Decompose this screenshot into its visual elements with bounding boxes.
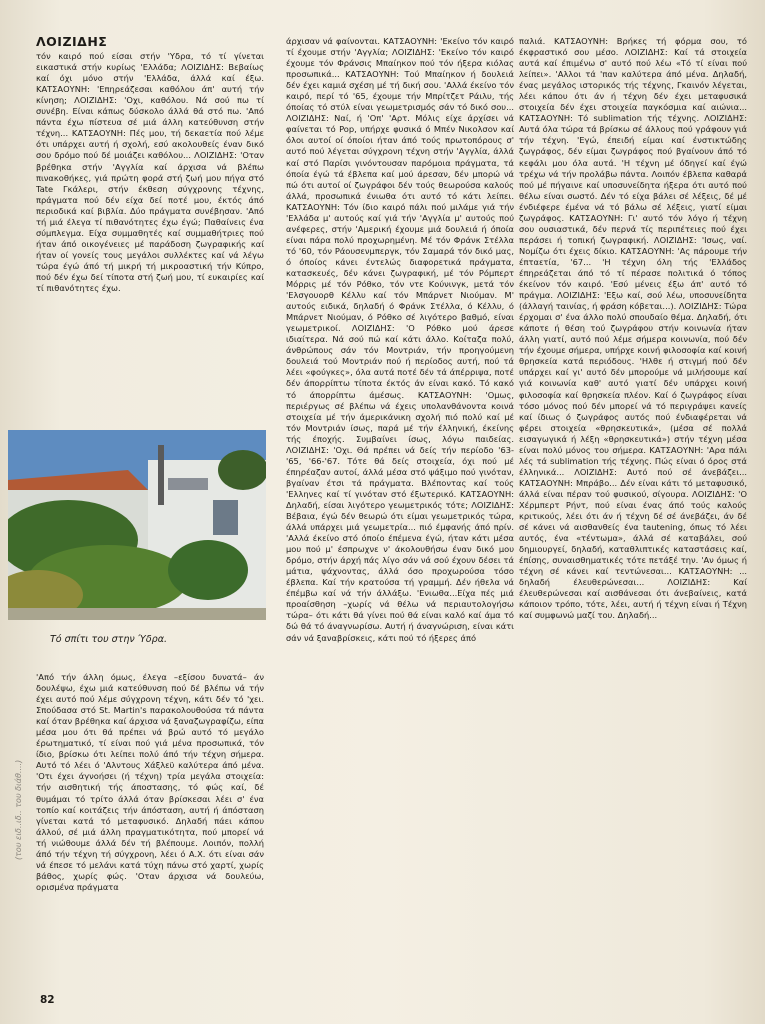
column-2 bbox=[286, 36, 514, 996]
handwritten-margin-note: (του ειδ..ιδ.. του διάθ....) bbox=[14, 759, 23, 860]
article-heading: ΛΟΙΖΙΔΗΣ bbox=[36, 36, 108, 49]
column-1-top bbox=[36, 36, 264, 426]
photo-caption: Τό σπίτι του στην Ύδρα. bbox=[50, 634, 167, 645]
page-number: 82 bbox=[40, 994, 55, 1006]
column-3-text: παλιά. ΚΑΤΣΑΟΥΝΗ: Βρήκες τή φόρμα σου, τό έκφραστικό σου μέσο. ΛΟΙΖΙΔΗΣ: Καί τά στοιχεία αυτά καί έπιμένω σ' αυτό πού λέω «Τό τί είναι πού λείπει». 'Αλλοι τά 'παν καλύτερα άπό μένα. Δηλαδή, ένας μεγάλος ιστορικός τής τέχνης, Γκαινόν λέγεται, λέει κάπου ότι άν ή τέχνη δέν έχει μεταφυσικά στοιχεία δέν έχει στοιχεία παγκόσμια καί αιώνια... ΚΑΤΣΑΟΥΝΗ: Τό sublimation τής τέχνης. ΛΟΙΖΙΔΗΣ: Αυτά όλα τώρα τά βρίσκω σέ άλλους πού γράφουν γιά τήν τέχνη. 'Εγώ, έπειδή είμαι καί ένστικτώδης ζωγράφος, δέν είμαι ζωγράφος πού βγαίνουν άπό τό κεφάλι μου όλα αυτά. 'Η τέχνη μέ όδηγεί καί έγώ τρέχω νά τήν προλάβω πάντα. Λοιπόν έβλεπα καθαρά πού μέ πήγαινε καί υποσυνείδητα ήξερα ότι αυτό πού θέλω είναι σωστό. Δέν τό είχα βάλει σέ λέξεις, δέ μέ ένδιέφερε έμένα νά τό βάλω σέ λέξεις, γιατί είμαι ζωγράφος. ΚΑΤΣΑΟΥΝΗ: Γι' αυτό τόν λόγο ή τέχνη σου ουσιαστικά, δέν περνά τίς περιπέτειες πού έχει περάσει ή τοπική ζωγραφική. ΛΟΙΖΙΔΗΣ: 'Ισως, ναί. Νομίζω ότι έχεις δίκιο. ΚΑΤΣΑΟΥΝΗ: 'Ας πάρουμε τήν έπταετία, '67... 'Η τέχνη όλη τής 'Ελλάδος έπηρεάζεται άπό τό τί πέρασε πολιτικά ό τόπος έκείνον τόν καιρό. 'Εσύ μένεις έξω άπ' αυτό τό πράγμα. ΛΟΙΖΙΔΗΣ: 'Εξω καί, σού λέω, υποσυνείδητα (άλλαγή ταινίας, ή φράση κόβεται...). ΛΟΙΖΙΔΗΣ: Τώρα έρχομαι σ' ένα άλλο πολύ σπουδαίο θέμα. Δηλαδή, ότι κάποτε ή θέση τού ζωγράφου στήν κοινωνία ήταν άλλη γιατί, αυτό πού λέμε σήμερα κοινωνία, πού δέν τήν έχουμε σήμερα, υπήρχε κοινή φιλοσοφία καί κοινή θρησκεία κατά περιόδους. 'Ηλθε ή στιγμή πού δέν υπάρχει καί γι' αυτό δέν μπορούμε νά μιλήσουμε καί γιά κοινωνία καθ' αυτό γιατί δέν υπάρχει κοινή φιλοσοφία καί θρησκεία πλέον. Καί ό ζωγράφος είναι τόσο μόνος πού δέν μπορεί νά τό περιγράψει κανείς καί ίδιως ό ζωγράφος αυτός πού ένδιαφέρεται νά φέρει στοιχεία «θρησκευτικά», (μέσα σέ πολλά εισαγωγικά ή λέξη «θρησκευτικά») στήν τέχνη μέσα είναι πολύ μόνος του σήμερα. ΚΑΤΣΑΟΥΝΗ: 'Αρα πάλι λές τά sublimation τής τέχνης. Πώς είναι ό όρος στά έλληνικά... ΛΟΙΖΙΔΗΣ: Αυτό πού σέ άνεβάζει... ΚΑΤΣΑΟΥΝΗ: Μπράβο... Δέν είναι κάτι τό μεταφυσικό, άλλά είναι πέραν τού φυσικού, σίγουρα. ΛΟΙΖΙΔΗΣ: 'Ο Χέρμπερτ Ρήντ, πού είναι ένας άπό τούς καλούς κριτικούς, λέει ότι άν ή τέχνη δέ σέ άνεβάζει, άν δέ σέ κάνει νά αισθανθείς ένα tautening, όπως τό λέει αυτός, ένα «τέντωμα», άλλά σέ καταβάλει, σού δημιουργεί, δηλαδή, καταθλιπτικές καταστάσεις καί, έπίσης, συναισθηματικές τότε πετάξέ την. 'Αν όμως ή τέχνη σέ κάνει καί τεντώνεσαι... ΚΑΤΣΑΟΥΝΗ: ... δηλαδή έλευθερώνεσαι... ΛΟΙΖΙΔΗΣ: Καί έλευθερώνεσαι καί αισθάνεσαι ότι άνεβαίνεις, κατά κάποιον τρόπο, τότε, λέει, αυτή ή τέχνη είναι ή Τέχνη καί συμφωνώ μαζί του. Δηλαδή... bbox=[519, 36, 747, 621]
column-1-top-text: τόν καιρό πού είσαι στήν 'Υδρα, τό τί γίνεται εικαστικά στήν κυρίως 'Ελλάδα; ΛΟΙΖΙΔΗΣ: Βεβαίως καί όχι μόνο στήν 'Ελλάδα, άλλά καί έξω. ΚΑΤΣΑΟΥΝΗ: 'Επηρεάζεσαι καθόλου άπ' αυτή τήν κίνηση; ΛΟΙΖΙΔΗΣ: 'Οχι, καθόλου. Νά σού πω τί συνέβη. Είναι κάπως δύσκολο άλλά θά στό πω. 'Από πάντα έχω πίστευα σέ μιά άλλη κατεύθυνση στήν τέχνη... ΚΑΤΣΑΟΥΝΗ: Πές μου, τή δεκαετία πού λέμε ότι υπάρχει αυτή ή σχολή, εσύ ακολουθείς έναν δικό σου δρόμο πού δέ μοιάζει καθόλου... ΛΟΙΖΙΔΗΣ: 'Οταν βρέθηκα στήν 'Αγγλία καί άρχισα νά βλέπω πινακοθήκες, γιά πρώτη φορά στή ζωή μου πήγα στό Tate Γκάλερι, στήν έκθεση σύγχρονης τέχνης, πράγματα πού δέν είχα δεί ποτέ μου, έκτός άπό περιοδικά καί βιβλία. Δύο πράγματα συνέβησαν. 'Από τή μιά έλεγα τί πιθανότητες έχω έγώ; Παθαίνεις ένα σύμπλεγμα. Είχα συμμαθητές καί συμμαθήτριες πού ήταν άπό οικογένειες μέ παράδοση ζωγραφικής καί ήταν οί γονείς τους μεγάλοι συλλέκτες καί νά λέγω τώρα έγώ άπό τή μικρή τή μικροαστική τήν Κύπρο, πού δέν έχω δεί τίποτα στή ζωή μου, τί ευκαιρίες καί τί πιθανότητες έχω. bbox=[36, 51, 264, 294]
column-1-bottom-text: 'Από τήν άλλη όμως, έλεγα –εξίσου δυνατά– άν δουλέψω, έχω μιά κατεύθυνση πού δέ βλέπω νά τήν έχει αυτό πού λέμε σύγχρονη τέχνη, κάτι δέν τό 'χει. Σπούδασα στό St. Martin's παρακολουθούσα τά πάντα καί όταν βρέθηκα καί άρχισα νά ξαναζωγραφίζω, είπα μέσα μου ότι θά πρέπει νά βρώ αυτό τό μεγάλο έρωτηματικό, τί είναι πού γιά μένα προσωπικά, τόν ίδιο, βρίσκω ότι λείπει πολύ άπό τήν τέχνη σήμερα. Αυτό τό λέει ό 'Αλντους Χάξλεϋ καλύτερα άπό μένα. 'Οτι έχει άγνοήσει (ή τέχνη) τρία μεγάλα στοιχεία: τήν αισθητική τής άποστασης, τό φώς καί, δέ θυμάμαι τό τρίτο άλλά όταν βρίσκεσαι λέει σ' ένα τοπίο καί κοιτάζεις τήν άπόσταση, αυτή ή άπόσταση γίνεται κατά τό μεταφυσικό. Δηλαδή πάει κάπου άλλού, σέ μιά άλλη πραγματικότητα, πού μπορεί νά τή νιώθουμε άλλά δέν τή βλέπουμε. Λοιπόν, πολλή άπό τήν τέχνη τή σύγχρονη, λέει ό Α.Χ. ότι είναι σάν νά έπεσε τό μελάνι κατά τύχη πάνω στό χαρτί, χωρίς βάθος, χωρίς φώς. 'Οταν άρχισα νά δουλεύω, ορισμένα πράγματα bbox=[36, 672, 264, 892]
house-photo bbox=[8, 430, 266, 620]
column-2-text: άρχισαν νά φαίνονται. ΚΑΤΣΑΟΥΝΗ: 'Εκείνο τόν καιρό τί έχουμε στήν 'Αγγλία; ΛΟΙΖΙΔΗΣ: 'Εκείνο τόν καιρό έχουμε τόν Φράνσις Μπαίηκον πού τόν ήξερα κιόλας προσωπικά... ΚΑΤΣΑΟΥΝΗ: Τού Μπαίηκον ή δουλειά δέν έχει καμιά σχέση μέ τή δική σου. 'Αλλά έκείνο τόν καιρό, περί τό '65, έχουμε τήν Μπρίτζετ Ράιλυ, τής όποίας τό στύλ είναι γεωμετρισμός σάν τό δικό σου... ΛΟΙΖΙΔΗΣ: Ναί, ή 'Οπ' 'Αρτ. Μόλις είχε άρχίσει νά φαίνεται τό Pop, υπήρχε φυσικά ό Μπέν Νικολσον καί όλοι αυτοί οί όποίοι ήταν άπό τούς πρωτοπόρους σ' αυτό πού λέγεται σύγχρονη τέχνη στήν 'Αγγλία, άλλά καί στό Παρίσι γινόντουσαν παρόμοια πράγματα, τά όποία έγώ τά έβλεπα καί μού άρεσαν, δέν μπορώ νά πώ ότι αυτοί οί ζωγράφοι δέν τούς θεωρούσα καλούς άλλά, προσωπικά ένιωθα ότι αυτό τό κάτι λείπει. ΚΑΤΣΑΟΥΝΗ: Τόν ίδιο καιρό πάλι πού μιλάμε γιά τήν 'Ελλάδα μ' αυτούς καί γιά τήν 'Αγγλία μ' αυτούς πού ανέφερες, στήν 'Αμερική έχουμε μιά δουλειά ή όποία είναι πάρα πολύ προχωρημένη. Μέ τόν Φράνκ Στέλλα τό '60, τόν Ράουσενμπεργκ, τόν Σαμαρά τόν δικό μας, ό όποίος κάνει έντελώς διαφορετικά πράγματα, κατασκευές, δέν κάνει ζωγραφική, μέ τόν Ρόμπερτ Μόρρις μέ τόν Ρόθκο, τόν ντε Κούνινγκ, μετά τόν 'Ελσγουορθ Κέλλυ καί τόν Μπάρνετ Νιούμαν. Μ' αυτούς ειδικά, δηλαδή ό Φράνκ Στέλλα, ό Κέλλυ, ό Μπάρνετ Νιούμαν, ό Ρόθκο σέ λιγότερο βαθμό, είναι γεωμετρικοί. ΛΟΙΖΙΔΗΣ: 'Ο Ρόθκο μού άρεσε ιδιαίτερα. Νά σού πώ καί κάτι άλλο. Κοίταζα πολύ, άνθρώπους σάν τόν Μοντριάν, τήν προηγούμενη δουλειά τού Μοντριάν πού ή περίοδος αυτή, πού τά λέει «φούγκες», όλα αυτά ποτέ δέν τά άπέρριψα, ποτέ δέν άπορρίπτω τίποτα έκτός άν είναι κακό. Τό κακό τό άπορρίπτω άμέσως. ΚΑΤΣΑΟΥΝΗ: 'Ομως, περιέργως σέ βλέπω νά έχεις υπολανθάνοντα κοινά στοιχεία μέ τήν άμερικάνικη σχολή πιό πολύ καί μέ τόν Μοντριάν ίσως, παρά μέ τήν έλληνική, έκείνης τής έποχής. Συμβαίνει ίσως, λόγω παιδείας. ΛΟΙΖΙΔΗΣ: 'Οχι. Θά πρέπει νά δείς τήν περίοδο '63-'65, '66-'67. Τότε θά δείς στοιχεία, όχι πού μέ έπηρέαζαν αυτοί, άλλά μέσα στό ψάξιμο πού γινόταν, βγαίναν έτσι τά πράγματα. Βλέποντας καί τούς 'Ελληνες καί τί γινόταν στό έξωτερικό. ΚΑΤΣΑΟΥΝΗ: Δηλαδή, είσαι λιγότερο γεωμετρικός τότε; ΛΟΙΖΙΔΗΣ: Βέβαια, έγώ δέν θεωρώ ότι είμαι γεωμετρικός τώρα, άλλά υπάρχει μιά γεωμετρία... πιό έμφανής άπό πρίν. 'Αλλά έκείνο στό όποίο έπέμενα έγώ, ήταν κάτι μέσα μου πού μ' έσπρωχνε ν' άκολουθήσω έναν δικό μου δρόμο, στήν άρχή πάς λίγο σάν νά σού έχουν δέσει τά μάτια, ψάχνοντας, άλλά όσο προχωρούσα τόσο έβλεπα. Καί τήν κρατούσα τή γραμμή. Δέν ήθελα νά έπέμβω καί νά τήν άλλάξω. 'Ενιωθα...Είχα πές μιά προαίσθηση –χωρίς νά θέλω νά περιαυτολογήσω τώρα– ότι κάτι θά γίνει πού θά είναι καλό καί άμα τό δώ θά τό άναγνωρίσω. Αυτή ή άναγνώριση, είναι κάτι σάν νά ξαναβρίσκεις, κάτι πού τό ήξερες άπό bbox=[286, 36, 514, 643]
column-3 bbox=[519, 36, 747, 996]
column-1-bottom bbox=[36, 672, 264, 994]
